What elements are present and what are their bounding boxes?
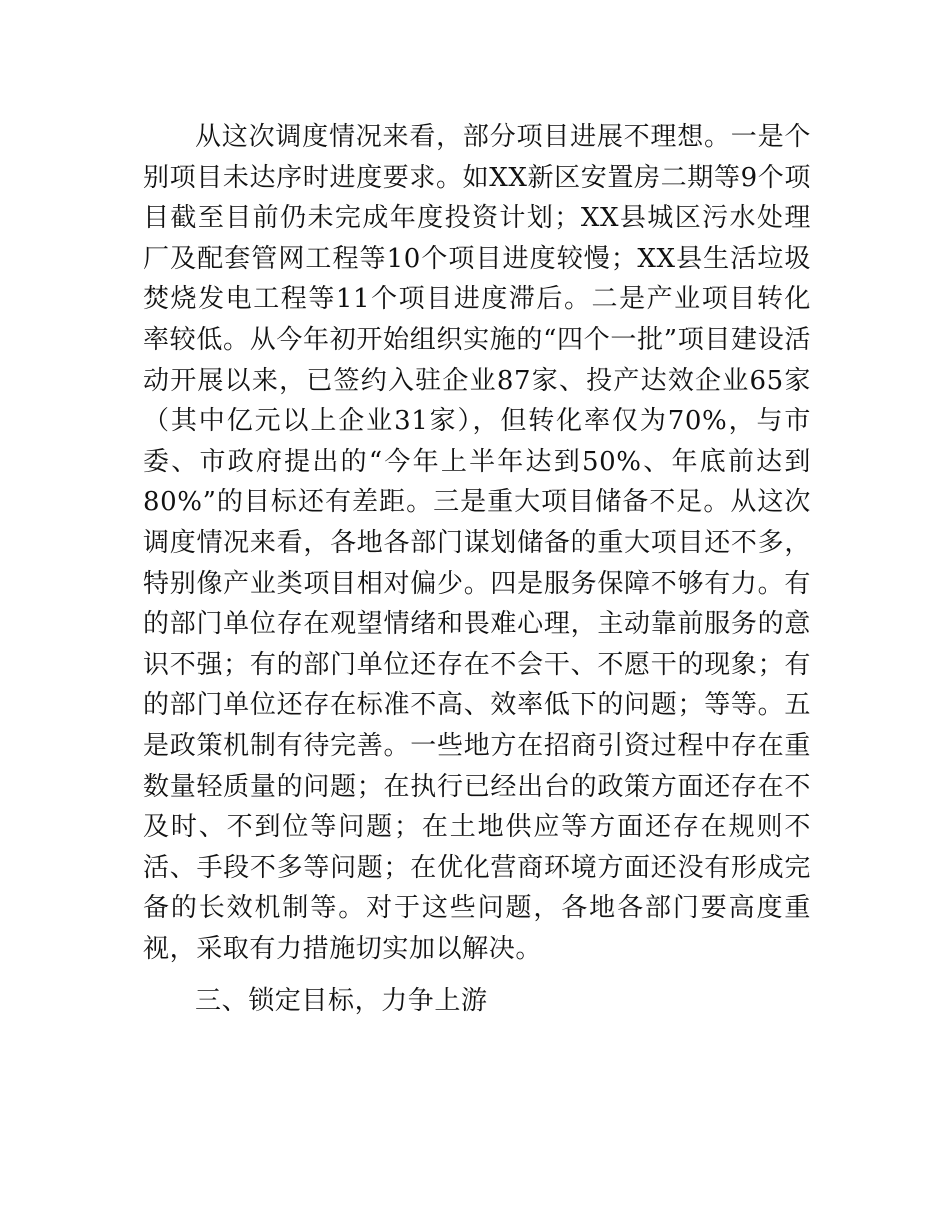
document-body bbox=[143, 117, 811, 1022]
body-paragraph: 从这次调度情况来看，部分项目进展不理想。一是个别项目未达序时进度要求。如XX新区安置房二期等9个项目截至目前仍未完成年度投资计划；XX县城区污水处理厂及配套管网工程等10个项目进度较慢；XX县生活垃圾焚烧发电工程等11个项目进度滞后。二是产业项目转化率较低。从今年初开始组织实施的“四个一批”项目建设活动开展以来，已签约入驻企业87家、投产达效企业65家（其中亿元以上企业31家），但转化率仅为70%，与市委、市政府提出的“今年上半年达到50%、年底前达到80%”的目标还有差距。三是重大项目储备不足。从这次调度情况来看，各地各部门谋划储备的重大项目还不多，特别像产业类项目相对偏少。四是服务保障不够有力。有的部门单位存在观望情绪和畏难心理，主动靠前服务的意识不强；有的部门单位还存在不会干、不愿干的现象；有的部门单位还存在标准不高、效率低下的问题；等等。五是政策机制有待完善。一些地方在招商引资过程中存在重数量轻质量的问题；在执行已经出台的政策方面还存在不及时、不到位等问题；在土地供应等方面还存在规则不活、手段不多等问题；在优化营商环境方面还没有形成完备的长效机制等。对于这些问题，各地各部门要高度重视，采取有力措施切实加以解决。 bbox=[143, 122, 811, 964]
section-heading: 三、锁定目标，力争上游 bbox=[195, 986, 488, 1017]
